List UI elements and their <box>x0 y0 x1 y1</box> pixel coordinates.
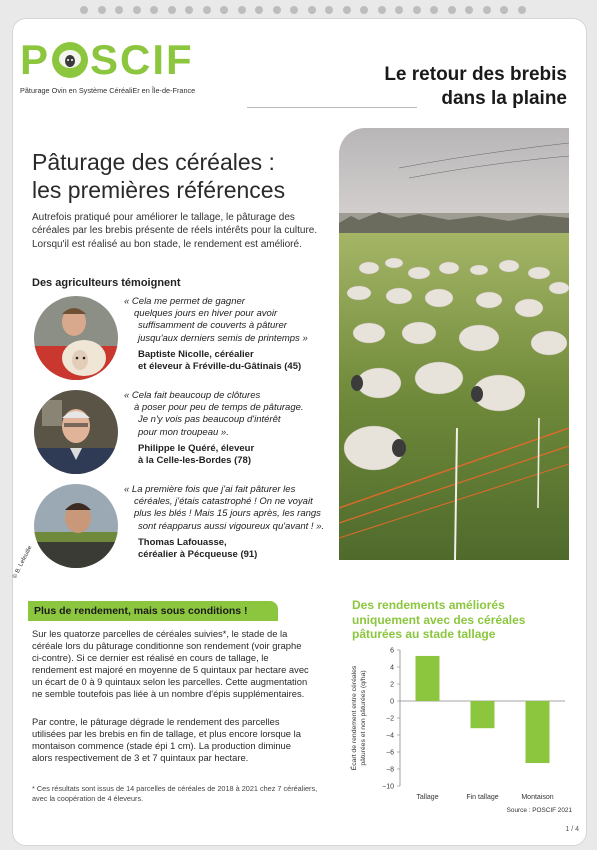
article-intro: Autrefois pratiqué pour améliorer le tallage, le pâturage des céréales par les brebis présente de réels intérêts pour la culture. Lorsqu'il est réalisé au bon stade, le rendement est amélioré. <box>32 212 318 250</box>
quote-2-line: à poser pour peu de temps de pâturage. <box>134 402 304 414</box>
y-tick-label: −10 <box>382 783 394 791</box>
quote-2-line: Je n'y vois pas beaucoup d'intérêt <box>138 414 281 426</box>
y-tick-label: 6 <box>390 647 394 655</box>
quote-3-line: « La première fois que j'ai fait pâturer les <box>124 484 296 495</box>
y-tick-label: 2 <box>390 681 394 689</box>
testimonials-heading: Des agriculteurs témoignent <box>32 277 181 289</box>
quote-2-line: « Cela fait beaucoup de clôtures <box>124 390 261 401</box>
body-paragraph-1: Sur les quatorze parcelles de céréales suivies*, le stade de la céréale lors du pâturage conditionne son rendement (voir graphe ci-contre). Si ce dernier est réalisé en cours de tallage, le rendement est majoré en moyenne de 5 quintaux par hectare avec un écart de 0 à 9 quintaux selon les parcelles. Cette augmentation ne semble toutefois pas liée à un nombre d'épis supplémentaires. <box>32 628 309 700</box>
sheep-field-photo <box>339 128 569 560</box>
y-tick-label: 4 <box>390 664 394 672</box>
author-1-line: et éleveur à Fréville-du-Gâtinais (45) <box>138 361 302 373</box>
y-tick-label: −8 <box>386 766 394 774</box>
logo-letters: SCIF <box>90 36 194 83</box>
header-title-line2: dans la plaine <box>441 88 567 109</box>
y-axis-label-line1: Écart de rendement entre céréales <box>351 665 358 771</box>
poscif-logo <box>20 38 232 95</box>
author-3-line: céréalier à Pécqueuse (91) <box>138 549 258 561</box>
y-tick-label: −4 <box>386 732 394 740</box>
quote-1-line: suffisamment de couverts à pâturer <box>138 320 287 332</box>
callout-banner <box>28 601 278 621</box>
y-tick-label: −6 <box>386 749 394 757</box>
author-3-line: Thomas Lafouasse, <box>138 537 227 548</box>
y-tick-label: 0 <box>390 698 394 706</box>
bar-fin-tallage <box>471 701 495 728</box>
quote-2-line: pour mon troupeau ». <box>138 426 229 438</box>
header-divider <box>247 107 417 108</box>
author-1-line: Baptiste Nicolle, céréalier <box>138 349 254 360</box>
yield-chart <box>340 640 580 825</box>
x-tick-label: Tallage <box>416 794 439 801</box>
x-tick-label: Montaison <box>521 794 554 801</box>
author-2-line: Philippe le Quéré, éleveur <box>138 443 255 454</box>
quote-1-line: « Cela me permet de gagner <box>124 296 245 307</box>
author-1 <box>138 349 301 373</box>
quote-1-line: jusqu'aux derniers semis de printemps » <box>138 332 308 344</box>
y-axis-label-line2: pâturées et non pâturées (q/ha) <box>360 670 367 766</box>
quote-3 <box>124 484 324 533</box>
article-title-line2: les premières références <box>32 177 286 203</box>
logo-wordmark <box>20 38 232 82</box>
author-2-line: à la Celle-les-Bordes (78) <box>138 455 251 467</box>
quote-2 <box>124 390 304 439</box>
x-tick-label: Fin tallage <box>466 794 499 801</box>
quote-3-line: plus les blés ! Mais 15 jours après, les rangs <box>134 508 321 520</box>
callout-label: Plus de rendement, mais sous conditions ! <box>34 605 248 617</box>
article-title-line1: Pâturage des céréales : <box>32 149 275 175</box>
header-title <box>384 63 567 111</box>
page-number: 1 / 4 <box>565 826 579 833</box>
author-2 <box>138 443 254 467</box>
header-title-line1: Le retour des brebis <box>384 64 567 85</box>
y-axis-label <box>349 665 367 770</box>
footnote: * Ces résultats sont issus de 14 parcelles de céréales de 2018 à 2021 chez 7 céréaliers, avec la coopération de 4 éleveurs. <box>32 784 318 803</box>
bar-montaison <box>526 701 550 763</box>
bar-tallage <box>416 656 440 701</box>
article-title <box>32 148 285 204</box>
body-paragraph-2: Par contre, le pâturage dégrade le rendement des parcelles utilisées par les brebis en fin de tallage, et plus encore lorsque la montaison commence (stade épi 1 cm). La production diminue alors respectivement de 3 et 7 quintaux par hectare. <box>32 716 301 764</box>
chart-source: Source : POSCIF 2021 <box>506 807 572 814</box>
avatar-philippe-le-quere <box>34 390 118 474</box>
quote-1 <box>124 296 308 345</box>
quote-3-line: sont réapparus aussi vigoureux qu'avant ! ». <box>138 520 325 532</box>
author-3 <box>138 537 257 561</box>
avatar-thomas-lafouasse <box>34 484 118 568</box>
logo-letter: P <box>20 36 51 83</box>
logo-subtitle: Pâturage Ovin en Système CéréaliEr en Île-de-France <box>20 86 196 95</box>
sheep-icon <box>52 42 88 78</box>
quote-1-line: quelques jours en hiver pour avoir <box>134 308 278 320</box>
chart-title: Des rendements améliorés uniquement avec des céréales pâturées au stade tallage <box>352 598 526 641</box>
quote-3-line: céréales, j'étais catastrophé ! On ne voyait <box>134 496 313 508</box>
y-tick-label: −2 <box>386 715 394 723</box>
photo-credit: © B. Lefeuille <box>12 545 34 580</box>
avatar-baptiste-nicolle <box>34 296 118 380</box>
